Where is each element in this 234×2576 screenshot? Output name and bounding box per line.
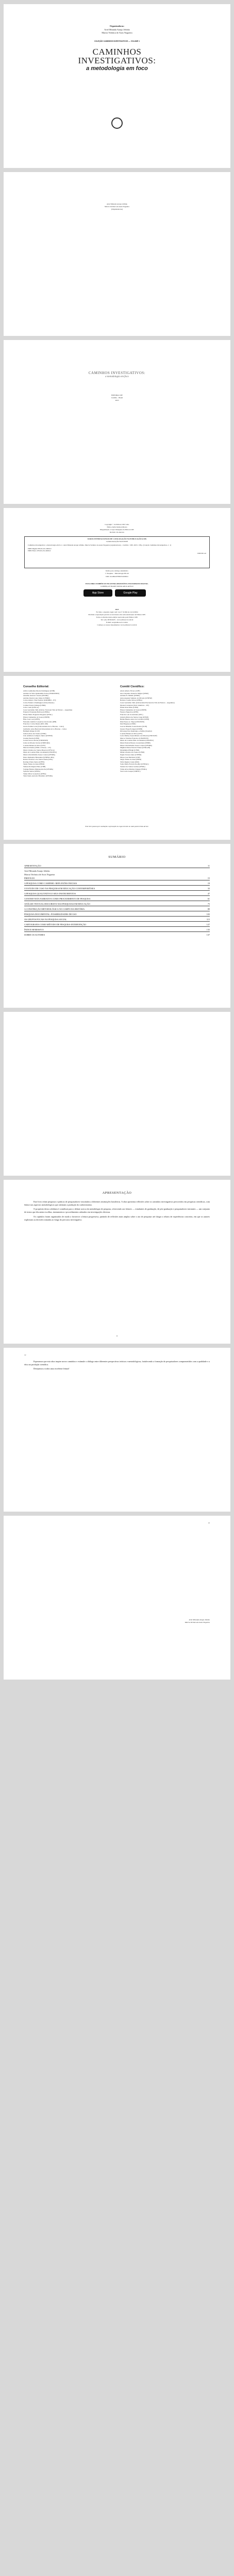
board-member: Ana Chrystina Venancio Mignot (UERJ) [120, 692, 149, 694]
review-line: Revisão: Os Autores [110, 531, 124, 533]
board-member: Lucia Marisy Souza Ribeiro de Oliveira (UNIVASF) [120, 735, 157, 737]
board-member: Élsio José Corá (UFFS) [23, 718, 40, 721]
inner-title: CAMINHOS INVESTIGATIVOS: [88, 371, 146, 375]
presentation-paragraph: Esperamos que esta obra inspire novos caminhos e estimule o diálogo entre diferentes perspectivas teóricas e metodológicas, fortalecendo a formação de pesquisadores comprometidos com a qualidade e a ética na produção científica. [24, 1360, 210, 1366]
toc-entry-page: 103 [206, 913, 210, 916]
board-member: Jailson Alves dos Santos (UFRJ) [23, 732, 46, 735]
board-member: Fauston Negreiros (UFPI) [120, 711, 139, 714]
footer-legal: Foi feito o depósito legal conf. Lei nº 10.994 de 14/12/2004 [96, 611, 138, 613]
catalog-text: Caminhos investigativos: a metodologia em foco / Ariel Miranda Araujo Jefinho, Marcia Verônica de Assis Nogueira (organizadoras) – Curitiba : CRV, 2023. 138 p. (Coleção Caminhos Investigativos, v. 1) [28, 544, 172, 547]
inner-subtitle: a metodologia em foco [105, 376, 129, 378]
toc-entry-page: 127 [206, 923, 210, 926]
toc-entry[interactable] [24, 918, 210, 921]
toc-heading: SUMÁRIO [108, 855, 126, 859]
index-label: Índice para catálogo sistemático [106, 570, 128, 572]
toc-entry-title: O ESTUDO DE CASO NA PESQUISA EM EDUCAÇÃO CONTEMPORÂNEA [24, 887, 95, 890]
board-member: Gloria Fariñas León (Universidade de La Havana – Cuba) [23, 725, 64, 727]
toc-entry-page: 61 [207, 897, 210, 900]
board-member: Carmen Tereza Velanga (UNIR) [23, 704, 46, 706]
toc-entry[interactable] [24, 928, 210, 931]
toc-entry-page [203, 870, 210, 872]
footer-email: E-mail: sac@editoracrv.com.br [106, 621, 128, 623]
toc-entry[interactable] [24, 934, 210, 936]
toc-divider [24, 916, 210, 917]
half-title-page [4, 172, 230, 336]
editor-line: Editor-chefe: Railson Moura [107, 526, 127, 528]
board-member: Anna Augusta Sampaio de Oliveira (UNESP) [120, 697, 152, 699]
toc-entry-title: A PESQUISA QUALITATIVA E SEUS INSTRUMENTOS [24, 892, 76, 895]
publisher-logo [4, 117, 230, 131]
board-member: Leonel Severo Rocha (UNISINOS) [23, 739, 48, 742]
board-member: Silvia Regina Canan (URI) [120, 760, 139, 763]
toc-entry[interactable] [24, 865, 210, 867]
board-member: Diosnel Centurion (Univ Américas – PY) [120, 704, 149, 706]
board-member: Rodrigo Pratte-Santos (UFES) [23, 760, 45, 763]
board-member: Tadeu Oliver Gonçalves (UFPA) [23, 772, 46, 775]
board-member: Andréia N. Militão (UEMS) [120, 694, 140, 697]
toc-entry[interactable] [24, 877, 210, 879]
board-member: Cesar Gerónimo Tello (Universidad Nacional de Três de Febrero – Argentina) [120, 701, 175, 704]
toc-entry-title: CARTOGRAFIA COMO MÉTODO DE PESQUISA-INTERVENÇÃO [24, 923, 87, 926]
board-member: Paulo Romualdo Hernandes (UNIFAL-MG) [23, 756, 54, 758]
footer-rights: Todos os direitos desta edição reservados pela Editora CRV [96, 616, 138, 618]
board-member: Lídia de Oliveira Xavier (UNIEURO) [23, 742, 50, 744]
isbn-digital: ISBN Digital 978-65-251-0000-0 [28, 547, 52, 550]
toc-entry[interactable] [24, 908, 210, 910]
organizer-1: Ariel Miranda Araujo Jefinho [104, 28, 130, 31]
signature-2: Marcia Verônica de Assis Nogueira [185, 1621, 210, 1623]
board-member: Helder Buenos Aires de Carvalho (UFPI) [120, 718, 149, 721]
footer-reproduction: Proibida a reprodução parcial ou total desta obra sem autorização da Editora CRV [88, 614, 146, 616]
board-member: Jussara Fraga Portugal (UNEB) [120, 727, 143, 730]
board-member: Josania Portela (UFPI) [23, 737, 39, 739]
board-member: Inês Bragança (UERJ) [120, 723, 136, 725]
google-play-button[interactable] [115, 589, 146, 597]
toc-entry-page: 33 [207, 887, 210, 890]
board-column-editorial [23, 685, 116, 777]
presentation-page-2 [4, 1348, 230, 1512]
board-member: Renato Francisco dos Santos Paula (UFG) [23, 758, 53, 761]
toc-entry[interactable] [24, 887, 210, 890]
board-member: Maria Eurácia Barreto de Andrade (UFRB) [120, 742, 151, 744]
board-member: Andréia da Silva Quintanilha Sousa (UNIR/UFRN) [23, 692, 59, 694]
cover-title-line2: INVESTIGATIVOS: [78, 56, 156, 65]
page-number: 12 [24, 1354, 26, 1356]
organizers-label: Organizadoras: [109, 25, 125, 27]
toc-entry-title: ANÁLISE TEXTUAL DISCURSIVA NAS PESQUISAS EM EDUCAÇÃO [24, 903, 90, 905]
board-member: Elizeu Clementino de Souza (UNEB) [120, 708, 146, 711]
board-member: Najela Tavares Ujiie (UTFPR) [120, 754, 142, 756]
toc-entry-title: PESQUISA DOCUMENTAL: POSSIBILIDADES DE USO [24, 913, 77, 916]
presentation-page-3 [4, 1516, 230, 1680]
copyright-line: Copyright © da Editora CRV Ltda. [105, 523, 129, 526]
toc-entry-page: 75 [207, 903, 210, 905]
toc-entry-page: 137 [206, 934, 210, 936]
board-member: Elizeu Clementino de Souza (UNEB) [23, 716, 49, 718]
board-page [4, 676, 230, 840]
toc-page [4, 844, 230, 1008]
half-title-org-1: Ariel Miranda Araujo Jefinho [106, 203, 128, 205]
toc-entry-title: Marcia Verônica de Assis Nogueira [24, 873, 55, 876]
presentation-paragraph: Este livro reúne pesquisas e práticas de pesquisadores vinculados a diferentes instituições brasileiras. A obra apresenta reflexões sobre os caminhos investigativos percorridos em pesquisas científicas, com ênfase nos aspectos metodológicos que orientam a produção do conhecimento. [24, 1200, 210, 1206]
board-member: João Adalberto Campato Junior (UNESP) [23, 735, 53, 737]
presentation-paragraph: Os capítulos foram organizados de modo a favorecer a leitura progressiva, partindo de reflexões mais amplas sobre o ato de pesquisar até chegar a relatos de experiências concretas, em que os autores explicitam as decisões tomadas ao longo do percurso investigativo. [24, 1215, 210, 1221]
app-notice: CONHEÇA E BAIXE NOSSO APLICATIVO! [100, 585, 134, 587]
toc-entry-title: A PESQUISA COMO CAMINHO: REFLEXÕES INICIAIS [24, 882, 77, 885]
board-member: Cesar Gerónimo Tello (Univer. Nacional Três de Febrero – Argentina) [23, 708, 73, 711]
app-store-label: App Store [92, 591, 104, 595]
scientific-committee-title: Comitê Científico: [120, 685, 145, 688]
board-member: Sydione Santos (UEPG) [23, 770, 40, 773]
board-member: Carlos Alberto Vilar Estêvão (UMINHO – PT) [23, 699, 56, 702]
board-member: Kilwangy Kya Kapitango-a-Samba (Unemat) [120, 730, 152, 733]
page-number: 11 [116, 1335, 118, 1337]
toc-divider [24, 885, 210, 886]
half-title-org-2: Marcia Verônica de Assis Nogueira [105, 206, 129, 208]
board-member: Nilson José Machado (USP) [120, 756, 140, 758]
toc-entry[interactable] [24, 897, 210, 900]
board-member: Maria de Lourdes Pinto de Almeida (UNOESC) [120, 739, 154, 742]
board-member: Celso Conti (UFSCar) [23, 706, 39, 709]
digital-notice: ESTA OBRA TAMBÉM SE ENCONTRA DISPONÍVEL EM FORMATO DIGITAL. [85, 583, 149, 585]
board-member: Eduardo Fernandes Barbosa (UFMG) [23, 711, 50, 714]
inner-place: Curitiba – Brasil [111, 397, 123, 399]
board-member: Francisco Ari de Andrade (UFC) [120, 713, 143, 716]
board-member: Altair Alberto Fávero (UPF) [120, 690, 140, 692]
catalog-heading: DADOS INTERNACIONAIS DE CATALOGAÇÃO NA PUBLICAÇÃO (CIP) [87, 538, 147, 540]
toc-entry-title: SOBRE OS AUTORES [24, 934, 45, 936]
toc-divider [24, 926, 210, 927]
board-member: Fernando Antônio Gonçalves Alcoforado (IPB) [23, 720, 57, 723]
toc-entry[interactable] [24, 870, 210, 872]
blank-page [4, 1012, 230, 1176]
board-member: Suzana dos Santos Gomes (UFMG) [120, 766, 145, 768]
toc-entry[interactable] [24, 873, 210, 876]
board-member: Marcos Vinicius Francisco (UNOESTE) [120, 737, 148, 739]
board-member: Sérgio Nunes de Jesus (IFRO) [120, 758, 142, 761]
board-member: Barbara Coelho Neves (UFBA) [120, 699, 142, 702]
footer-site: Conheça os nossos lançamentos: www.editoracrv.com.br [97, 624, 137, 626]
design-line: Diagramação e Capa: Designers da Editora CRV [99, 529, 134, 531]
toc-entry-page: 19 [207, 882, 210, 885]
board-member: Maria Cristina dos Santos Bezerra (UFSCar) [23, 749, 55, 751]
board-member: Vera Lucia Gaspar (UDESC) [120, 770, 141, 773]
board-member: Carlos Federico Dominguez Avila (Unieuro) [23, 701, 55, 704]
board-member: Eliane Rose Maio (UEM) [120, 706, 138, 709]
board-member: Guillermo Arias Beatón (Universidade de La Havana – Cuba) [23, 727, 66, 730]
editorial-board-title: Conselho Editorial: [23, 685, 49, 688]
crv-logo-icon [111, 117, 123, 129]
toc-entry-page: 47 [207, 892, 210, 895]
board-member: José de Ribamar Sousa Pereira (UCB) [120, 725, 147, 727]
copyright-page [4, 508, 230, 672]
board-member: Tania Suely Azevedo Brasileiro (UFOPA) [23, 775, 53, 777]
inner-year: 2023 [115, 399, 119, 401]
presentation-body-continued [24, 1360, 210, 1372]
toc-divider [24, 931, 210, 932]
board-member: Marcelo Paixão (UFRJ e UTexas – US) [23, 747, 51, 749]
board-member: Elione Maria Nogueira Diogenes (UFAL) [23, 713, 53, 716]
catalog-box [24, 536, 210, 568]
index-item: 1. Pesquisa – Metodologia 001.42 [105, 572, 129, 574]
board-member: Anselmo Alencar Colares (UFOPA) [23, 694, 48, 697]
toc-entry-title: OS GRUPOS FOCAIS NA PESQUISA SOCIAL [24, 918, 67, 921]
toc-entry-title: Ariel Miranda Araujo Jefinho [24, 870, 50, 872]
cover-page [4, 4, 230, 168]
board-member: Maria Lília Imbiriba Sousa Colares (UFOPA) [120, 744, 152, 747]
google-play-label: Google Play [123, 591, 138, 595]
presentation-body [24, 1200, 210, 1223]
toc-entry-page: 115 [206, 918, 210, 921]
cover-title-line1: CAMINHOS [92, 47, 142, 57]
half-title-org-3: (Organizadoras) [111, 208, 123, 210]
board-member: Ilma Passos A. Veiga (UNICEUB) [120, 720, 144, 723]
inner-publisher: EDITORA CRV [111, 394, 123, 396]
board-member: Maria de Lourdes Pinto de Almeida (UNOESC) [23, 751, 57, 754]
board-column-scientific [120, 685, 213, 773]
toc-entry-page [203, 873, 210, 876]
presentation-paragraph: Desejamos a todos uma excelente leitura! [34, 1367, 70, 1370]
board-member: Vânia Alves Martins Chaigar (FURG) [120, 768, 147, 770]
board-member: Míghian Danae Ferreira Nunes (UNILAB) [120, 747, 150, 749]
toc-entry[interactable] [24, 903, 210, 905]
board-member: Mohammed Elhajji (UFRJ) [120, 749, 140, 751]
toc-entry-page: 15 [207, 877, 210, 879]
doi-label: DOI 10.24824/978652510000.0 [106, 575, 128, 578]
board-member: Solange Helena Ximenes-Rocha (UFOPA) [23, 768, 53, 770]
board-member: Antônio Pereira Gaio Júnior (UFRRJ) [23, 697, 50, 699]
footer-year: 2023 [115, 608, 119, 611]
signature-1: Ariel Miranda Araujo Jefinho [189, 1619, 210, 1621]
toc-divider [24, 921, 210, 922]
toc-entry-title: A CONSTRUÇÃO METODOLÓGICA NO CAMPO DA HISTÓRIA [24, 908, 85, 910]
toc-divider [24, 895, 210, 896]
presentation-heading: APRESENTAÇÃO [102, 1191, 132, 1195]
catalog-sub: CATALOGAÇÃO NA FONTE [106, 540, 128, 543]
isbn-physical: ISBN Físico 978-65-251-0000-0 [28, 550, 51, 552]
board-member: Lourdes Helena da Silva (UFV) [23, 744, 46, 747]
toc-entry-title: APRESENTAÇÃO [24, 865, 41, 867]
toc-entry-title: ÍNDICE REMISSIVO [24, 928, 44, 931]
series-label: COLEÇÃO CAMINHOS INVESTIGATIVOS — VOLUME 1 [94, 40, 140, 42]
presentation-paragraph: O propósito desta coletânea é contribuir para o debate acerca da metodologia de pesquisa, oferecendo aos leitores — estudantes de graduação, de pós-graduação e pesquisadores iniciantes — um conjunto de textos que discutem escolhas, instrumentos e procedimentos adotados em investigações diversas. [24, 1208, 210, 1214]
presentation-page [4, 1180, 230, 1344]
footer-phone: Tel.: (41) 3039-6418 – www.editoracrv.com.br [101, 619, 133, 621]
toc-entry[interactable] [24, 882, 210, 885]
peer-review-note: Este livro passou por avaliação e aprovação às cegas de dois ou mais pareceristas ad hoc. [85, 825, 149, 827]
board-member: Lourdes Helena da Silva (UFV) [120, 732, 143, 735]
toc-entry-title: A ENTREVISTA NARRATIVA COMO PROCEDIMENTO DE PESQUISA [24, 897, 91, 900]
app-store-button[interactable] [83, 589, 112, 597]
organizer-2: Marcia Verônica de Assis Nogueira [102, 31, 132, 34]
board-member: Helmuth Krüger (UCP) [23, 730, 40, 733]
toc-entry-page: 11 [207, 865, 210, 867]
board-member: Sonia Maria Ferreira Koehler (UNISAL) [120, 763, 149, 766]
inner-title-page [4, 340, 230, 504]
toc-entry[interactable] [24, 913, 210, 916]
toc-entry[interactable] [24, 892, 210, 895]
board-member: Aldira Guimarães Duarte Domínguez (UNB) [23, 690, 55, 692]
page-number: 13 [208, 1522, 210, 1524]
board-member: Sérgio Nunes de Jesus (IFRO) [23, 763, 45, 766]
toc-entry-title: PREFÁCIO [24, 877, 35, 879]
board-member: Mônica Pereira dos Santos (UFRJ) [120, 751, 145, 754]
board-member: Simone Rodrigues Pinto (UNB) [23, 766, 46, 768]
toc-divider [24, 890, 210, 891]
board-member: Francisco Carlos Duarte (PUC-PR) [23, 723, 48, 725]
toc-entry-page: 89 [207, 908, 210, 910]
cover-subtitle: a metodologia em foco [86, 65, 148, 72]
cdd-code: CDD 001.42 [197, 552, 206, 554]
toc-entry[interactable] [24, 923, 210, 926]
toc-entry-page: 135 [206, 928, 210, 931]
board-member: Maria Lília Imbiriba Sousa Colares (UFOPA) [23, 754, 55, 756]
board-member: Gláucia Maria dos Santos Jorge (UFOP) [120, 716, 148, 718]
